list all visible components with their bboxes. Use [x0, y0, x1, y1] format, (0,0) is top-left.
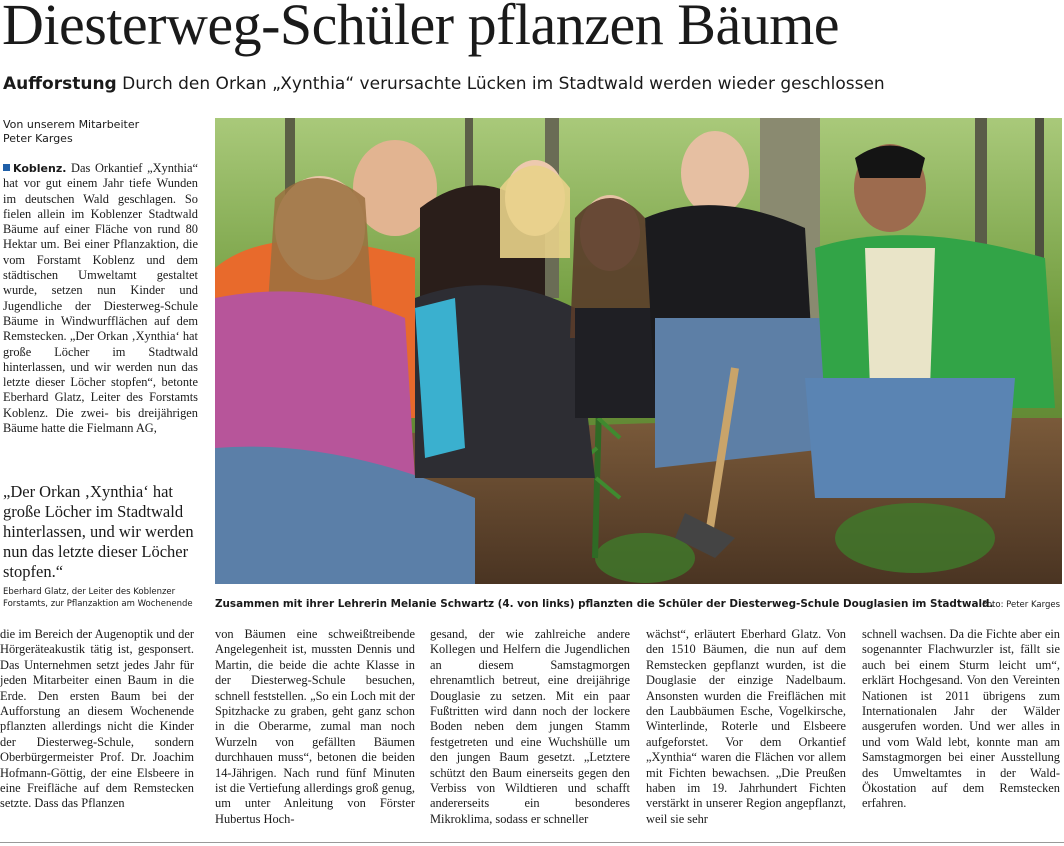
dateline: Koblenz.: [13, 162, 67, 175]
body-column-4: wächst“, erläutert Eberhard Glatz. Von den 1510 Bäumen, die nun auf dem Remstecken gepflanzt wurden, ist die Douglasie der einzige Nadelbaum. Ansonsten wurden die Freiflächen mit den Laubbäumen Esche, Vogelkirsche, Winterlinde, Roterle und Elsbeere aufgeforstet. Vor dem Orkantief „Xynthia“ waren die Flächen vor allem mit Fichten bewachsen. „Die Preußen haben im 19. Jahrhundert Fichten verstärkt in unserer Region angepflanzt, weil sie sehr: [646, 627, 846, 826]
lead-paragraph: [3, 161, 198, 436]
lead-text: Das Orkantief „Xynthia“ hat vor gut einem Jahr tiefe Wunden im deutschen Wald geschlagen. So fielen allein im Koblenzer Stadtwald Bäume auf einer Fläche von rund 80 Hektar um. Bei einer Pflanzaktion, die vom Forstamt Koblenz und dem städtischen Umweltamt gestaltet wurde, setzen nun Kinder und Jugendliche der Diesterweg-Schule Bäume in Windwurfflächen auf dem Remstecken. „Der Orkan ‚Xynthia‘ hat große Löcher im Stadtwald hinterlassen, und wir werden nun das letzte dieser Löcher stopfen“, betonte Eberhard Glatz, Leiter des Forstamts Koblenz. Die zwei- bis dreijährigen Bäume hatte die Fielmann AG,: [3, 161, 198, 436]
kicker: Aufforstung: [3, 74, 117, 94]
article-photo: [215, 118, 1062, 584]
byline-line1: Von unserem Mitarbeiter: [3, 118, 140, 131]
subline-text: Durch den Orkan „Xynthia“ verursachte Lücken im Stadtwald werden wieder geschlossen: [122, 74, 885, 94]
photo-illustration: [215, 118, 1062, 584]
photo-credit: Foto: Peter Karges: [982, 600, 1060, 610]
body-column-1: die im Bereich der Augenoptik und der Hörgeräteakustik tätig ist, gesponsert. Das Unternehmen setzt jedes Jahr für jeden Mitarbeiter einen Baum in die Erde. Den ersten Baum bei der Aufforstung an diesem Wochenende pflanzten allerdings nicht die Kinder der Diesterweg-Schule, sondern Oberbürgermeister Prof. Dr. Joachim Hofmann-Göttig, der eine Elsbeere in eine Freifläche auf dem Remstecken setzte. Dass das Pflanzen: [0, 627, 194, 811]
byline-author: Peter Karges: [3, 132, 73, 145]
subline: [3, 74, 885, 94]
body-column-5: schnell wachsen. Da die Fichte aber ein sogenannter Flachwurzler ist, fällt sie auch bei einem Sturm leicht um“, erklärt Hochgesand. Von den Vereinten Nationen ist 2011 übrigens zum Internationalen Jahr der Wälder ausgerufen worden. Und wer alles in und vom Wald lebt, konnte man am Samstagmorgen bei einer Ausstellung des Umweltamtes in der Wald-Ökostation auf dem Remstecken erfahren.: [862, 627, 1060, 811]
bottom-rule: [0, 842, 1064, 843]
body-column-3: gesand, der wie zahlreiche andere Kollegen und Helfern die Jugendlichen an diesem Samstagmorgen ehrenamtlich betreut, eine dreijährige Douglasie zu setzen. Mit ein paar Fußtritten wird dann noch der lockere Boden neben dem jungen Stamm festgetreten und eine Wuchshülle um den jungen Baum gesetzt. „Letztere schützt den Baum einerseits gegen den Verbiss von Wildtieren und schafft andererseits ein besonderes Mikroklima, sodass er schneller: [430, 627, 630, 826]
pull-quote: „Der Orkan ‚Xynthia‘ hat große Löcher im Stadtwald hinterlassen, und wir werden nun das letzte dieser Löcher stopfen.“: [3, 482, 194, 581]
headline: Diesterweg-Schüler pflanzen Bäume: [2, 0, 840, 57]
pull-quote-attribution: Eberhard Glatz, der Leiter des Koblenzer Forstamts, zur Pflanzaktion am Wochenende: [3, 587, 193, 609]
location-marker-icon: [3, 164, 10, 171]
byline: [3, 118, 139, 146]
photo-caption: Zusammen mit ihrer Lehrerin Melanie Schwartz (4. von links) pflanzten die Schüler der Diesterweg-Schule Douglasien im Stadtwald.: [215, 598, 994, 610]
body-column-2: von Bäumen eine schweißtreibende Angelegenheit ist, mussten Dennis und Martin, die beide die achte Klasse in der Diesterweg-Schule besuchen, schnell feststellen. „So ein Loch mit der Spitzhacke zu graben, geht ganz schon in die Oberarme, zumal man noch Wurzeln von gefällten Bäumen durchhauen muss“, betonen die beiden 14-Jährigen. Nach rund fünf Minuten ist die Vertiefung allerdings groß genug, um unter Anleitung von Förster Hubertus Hoch-: [215, 627, 415, 826]
